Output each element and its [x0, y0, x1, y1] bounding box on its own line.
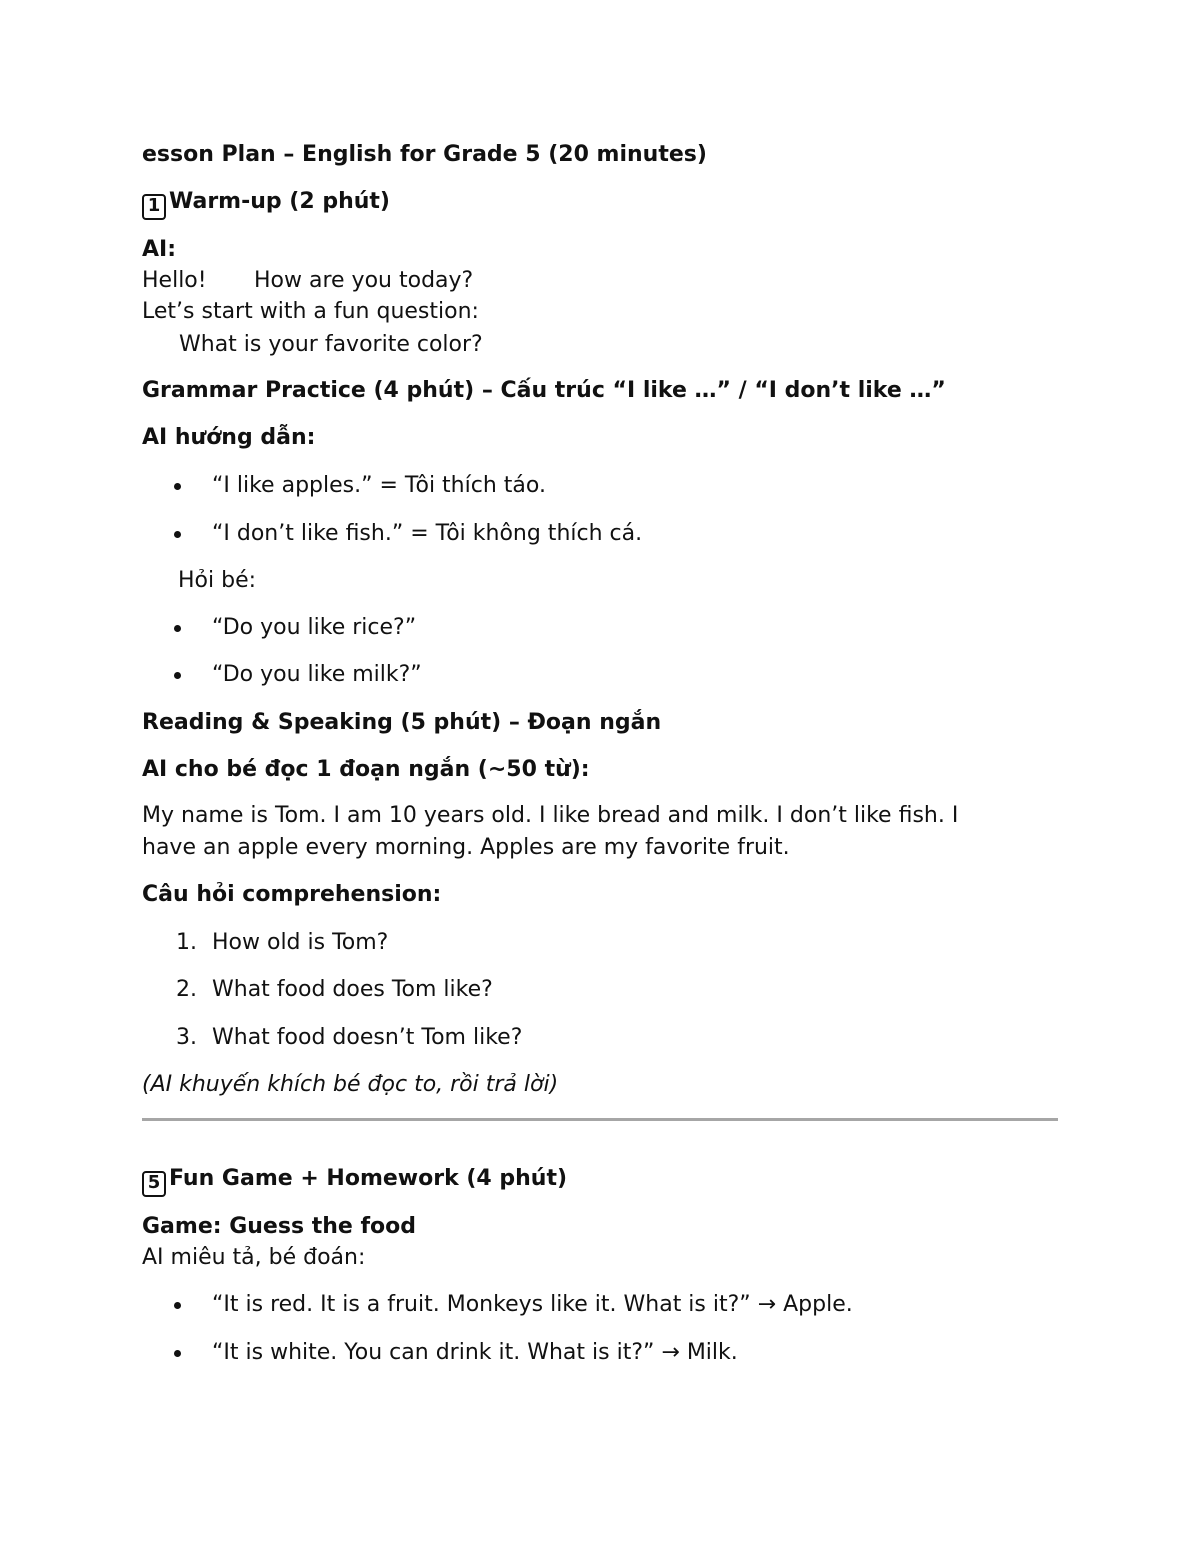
- favorite-color-question: What is your favorite color?: [179, 332, 483, 357]
- comprehension-label: Câu hỏi comprehension:: [142, 882, 442, 907]
- grammar-heading: Grammar Practice (4 phút) – Cấu trúc “I like …” / “I don’t like …”: [142, 378, 946, 403]
- list-number: 1.: [176, 930, 197, 955]
- keycap-five-icon: 5: [142, 1171, 166, 1197]
- bullet-icon: [174, 531, 181, 538]
- comprehension-question: What food does Tom like?: [212, 977, 493, 1002]
- grammar-example: “I like apples.” = Tôi thích táo.: [212, 473, 546, 498]
- reading-passage-line-2: have an apple every morning. Apples are my favorite fruit.: [142, 835, 790, 860]
- reading-passage-line-1: My name is Tom. I am 10 years old. I like bread and milk. I don’t like fish. I: [142, 803, 959, 828]
- bullet-icon: [174, 625, 181, 632]
- speaker-label: AI:: [142, 237, 177, 262]
- bullet-icon: [174, 672, 181, 679]
- grammar-question: “Do you like rice?”: [212, 615, 417, 640]
- game-intro: AI miêu tả, bé đoán:: [142, 1245, 366, 1270]
- riddle: “It is red. It is a fruit. Monkeys like it. What is it?” → Apple.: [212, 1292, 853, 1317]
- horizontal-divider: [142, 1118, 1058, 1121]
- list-number: 2.: [176, 977, 197, 1002]
- warmup-heading: [142, 186, 390, 220]
- warmup-heading-text: Warm-up (2 phút): [169, 189, 390, 214]
- comprehension-question: What food doesn’t Tom like?: [212, 1025, 523, 1050]
- ask-child-label: Hỏi bé:: [178, 568, 257, 593]
- fun-game-heading-text: Fun Game + Homework (4 phút): [169, 1166, 568, 1191]
- greeting-hello: Hello!: [142, 268, 207, 293]
- fun-game-heading: [142, 1163, 567, 1197]
- bullet-icon: [174, 1350, 181, 1357]
- grammar-example: “I don’t like fish.” = Tôi không thích cá.: [212, 521, 643, 546]
- grammar-guide-label: AI hướng dẫn:: [142, 425, 316, 450]
- reading-instruction: AI cho bé đọc 1 đoạn ngắn (~50 từ):: [142, 757, 590, 782]
- reading-note: (AI khuyến khích bé đọc to, rồi trả lời): [142, 1072, 559, 1097]
- game-title: Game: Guess the food: [142, 1214, 417, 1239]
- greeting-how-are-you: How are you today?: [254, 268, 474, 293]
- bullet-icon: [174, 483, 181, 490]
- comprehension-question: How old is Tom?: [212, 930, 389, 955]
- keycap-one-icon: 1: [142, 194, 166, 220]
- reading-heading: Reading & Speaking (5 phút) – Đoạn ngắn: [142, 710, 662, 735]
- grammar-question: “Do you like milk?”: [212, 662, 422, 687]
- lets-start-line: Let’s start with a fun question:: [142, 299, 479, 324]
- document-title: esson Plan – English for Grade 5 (20 minutes): [142, 142, 707, 167]
- riddle: “It is white. You can drink it. What is it?” → Milk.: [212, 1340, 738, 1365]
- list-number: 3.: [176, 1025, 197, 1050]
- bullet-icon: [174, 1302, 181, 1309]
